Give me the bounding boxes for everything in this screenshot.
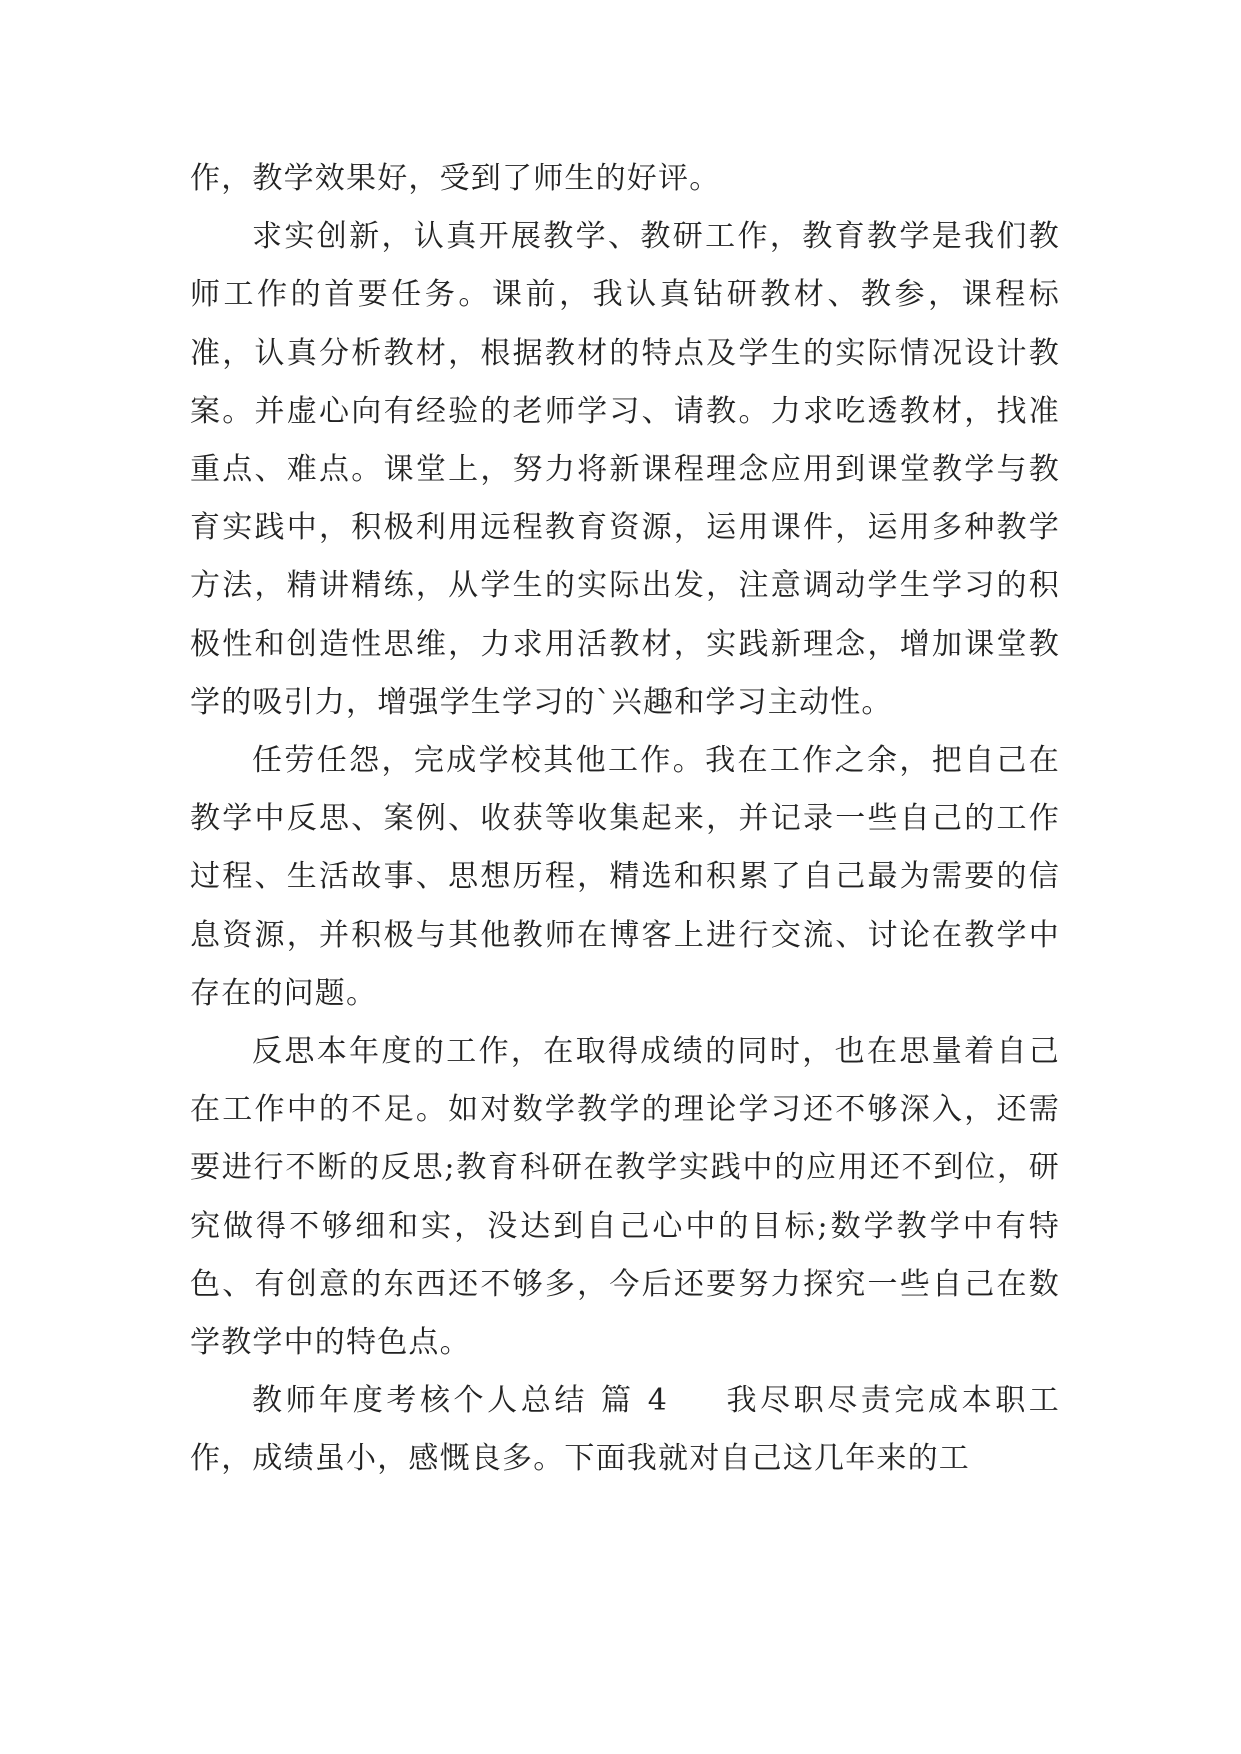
- paragraph-section-4: [190, 1372, 1060, 1488]
- paragraph-other-work: 任劳任怨，完成学校其他工作。我在工作之余，把自己在教学中反思、案例、收获等收集起来，并记录一些自己的工作过程、生活故事、思想历程，精选和积累了自己最为需要的信息资源，并积极与其他教师在博客上进行交流、讨论在教学中存在的问题。: [190, 743, 1060, 1011]
- paragraph-teaching-research: 求实创新，认真开展教学、教研工作，教育教学是我们教师工作的首要任务。课前，我认真钻研教材、教参，课程标准，认真分析教材，根据教材的特点及学生的实际情况设计教案。并虚心向有经验的老师学习、请教。力求吃透教材，找准重点、难点。课堂上，努力将新课程理念应用到课堂教学与教育实践中，积极利用远程教育资源，运用课件，运用多种教学方法，精讲精练，从学生的实际出发，注意调动学生学习的积极性和创造性思维，力求用活教材，实践新理念，增加课堂教学的吸引力，增强学生学习的`兴趣和学习主动性。: [190, 219, 1060, 720]
- section-heading: 教师年度考核个人总结 篇 4: [252, 1383, 669, 1419]
- paragraph-continuation: 作，教学效果好，受到了师生的好评。: [190, 161, 721, 196]
- section-text: 我尽职尽责完成本职工作，成绩虽小，感慨良多。下面我就对自己这几年来的工: [190, 1383, 1061, 1477]
- document-body: [190, 150, 1060, 1489]
- paragraph-reflection: 反思本年度的工作，在取得成绩的同时，也在思量着自己在工作中的不足。如对数学教学的理论学习还不够深入，还需要进行不断的反思;教育科研在教学实践中的应用还不到位，研究做得不够细和实，没达到自己心中的目标;数学教学中有特色、有创意的东西还不够多，今后还要努力探究一些自己在数学教学中的特色点。: [190, 1034, 1060, 1361]
